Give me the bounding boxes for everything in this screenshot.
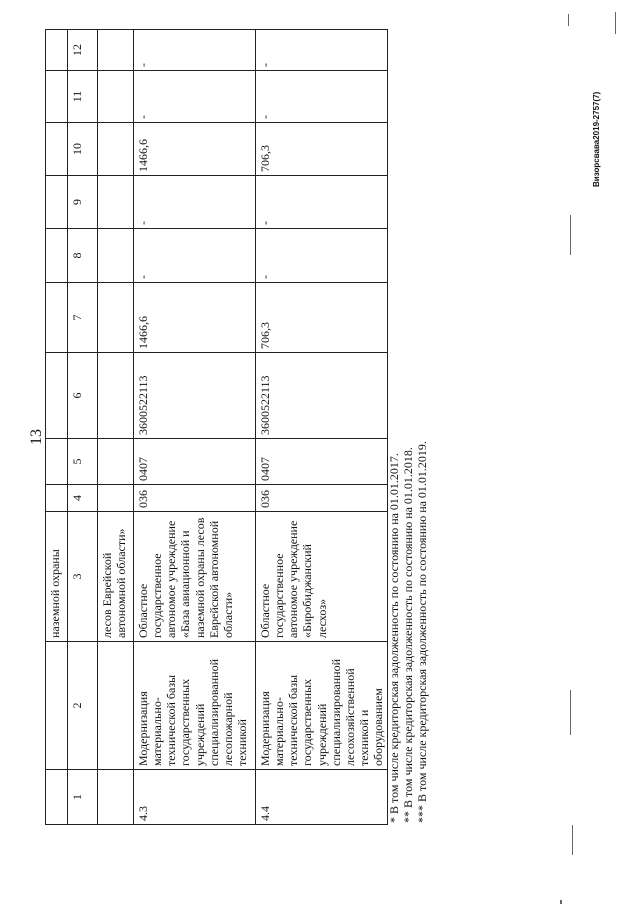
document-code: Визорсвава2019-2757(7): [592, 91, 601, 187]
amount-cell: 1466,6: [134, 283, 256, 353]
continuation-cell: лесов Еврейской автономной области»: [98, 512, 134, 642]
table-row: [46, 30, 68, 825]
continuation-cell: [46, 229, 68, 283]
continuation-cell: [98, 353, 134, 439]
amount-cell: -: [134, 71, 256, 123]
continuation-cell: [98, 71, 134, 123]
scan-artifact: [560, 900, 562, 904]
column-number: 4: [68, 485, 98, 512]
column-number: 5: [68, 439, 98, 485]
code-cell: 036: [134, 485, 256, 512]
amount-cell: -: [256, 71, 388, 123]
continuation-cell: [46, 770, 68, 825]
code-cell: 036: [256, 485, 388, 512]
amount-cell: -: [256, 30, 388, 71]
footnote: * В том числе кредиторская задолженность по состоянию на 01.01.2017.: [387, 453, 401, 823]
code-cell: 0407: [256, 439, 388, 485]
continuation-cell: [98, 123, 134, 176]
activity-name: Модернизация материально-технической базы государственных учреждений специализированной лесопожарной техникой: [134, 642, 256, 770]
column-number: 10: [68, 123, 98, 176]
continuation-cell: [46, 642, 68, 770]
continuation-cell: [46, 176, 68, 229]
code-cell: 0407: [134, 439, 256, 485]
executor-name: Областное государственное автономое учреждение «Биробиджанский лесхоз»: [256, 512, 388, 642]
scan-artifact: [570, 690, 571, 735]
column-number: 7: [68, 283, 98, 353]
continuation-cell: [46, 485, 68, 512]
column-number: 8: [68, 229, 98, 283]
continuation-cell: [98, 439, 134, 485]
amount-cell: 706,3: [256, 123, 388, 176]
column-number: 6: [68, 353, 98, 439]
activity-name: Модернизация материально-технической базы государственных учреждений специализированной лесохозяйственной техникой и оборудованием: [256, 642, 388, 770]
row-number: 4.4: [256, 770, 388, 825]
scan-artifact: [570, 215, 571, 255]
continuation-cell: [46, 439, 68, 485]
page-number: 13: [28, 429, 45, 445]
continuation-cell: [98, 770, 134, 825]
scan-artifact: [615, 12, 616, 34]
continuation-cell: [46, 283, 68, 353]
column-number: 9: [68, 176, 98, 229]
code-cell: 3600522113: [134, 353, 256, 439]
continuation-cell: [46, 123, 68, 176]
amount-cell: 1466,6: [134, 123, 256, 176]
amount-cell: -: [256, 229, 388, 283]
table-row: [256, 30, 388, 825]
column-number-row: [68, 30, 98, 825]
scan-artifact: [568, 14, 569, 26]
continuation-cell: [46, 353, 68, 439]
table-row: [98, 30, 134, 825]
column-number: 11: [68, 71, 98, 123]
continuation-cell: [98, 642, 134, 770]
column-number: 2: [68, 642, 98, 770]
continuation-cell: [98, 229, 134, 283]
continuation-cell: [98, 283, 134, 353]
continuation-cell: [98, 176, 134, 229]
continuation-cell: [98, 30, 134, 71]
code-cell: 3600522113: [256, 353, 388, 439]
continuation-cell: [46, 71, 68, 123]
row-number: 4.3: [134, 770, 256, 825]
amount-cell: 706,3: [256, 283, 388, 353]
continuation-cell: [98, 485, 134, 512]
budget-table: [45, 29, 388, 825]
scan-artifact: [572, 825, 573, 855]
amount-cell: -: [134, 30, 256, 71]
continuation-cell: [46, 30, 68, 71]
footnote: ** В том числе кредиторская задолженность по состоянию на 01.01.2018.: [400, 447, 415, 823]
executor-name: Областное государственное автономое учреждение «База авиационной и наземной охраны лесов Еврейской автономной области»: [134, 512, 256, 642]
amount-cell: -: [134, 229, 256, 283]
table-row: [134, 30, 256, 825]
footnote: *** В том числе кредиторская задолженность по состоянию на 01.01.2019.: [414, 441, 429, 823]
continuation-cell: наземной охраны: [46, 512, 68, 642]
footnotes: [388, 441, 429, 823]
amount-cell: -: [134, 176, 256, 229]
column-number: 1: [68, 770, 98, 825]
column-number: 3: [68, 512, 98, 642]
amount-cell: -: [256, 176, 388, 229]
column-number: 12: [68, 30, 98, 71]
